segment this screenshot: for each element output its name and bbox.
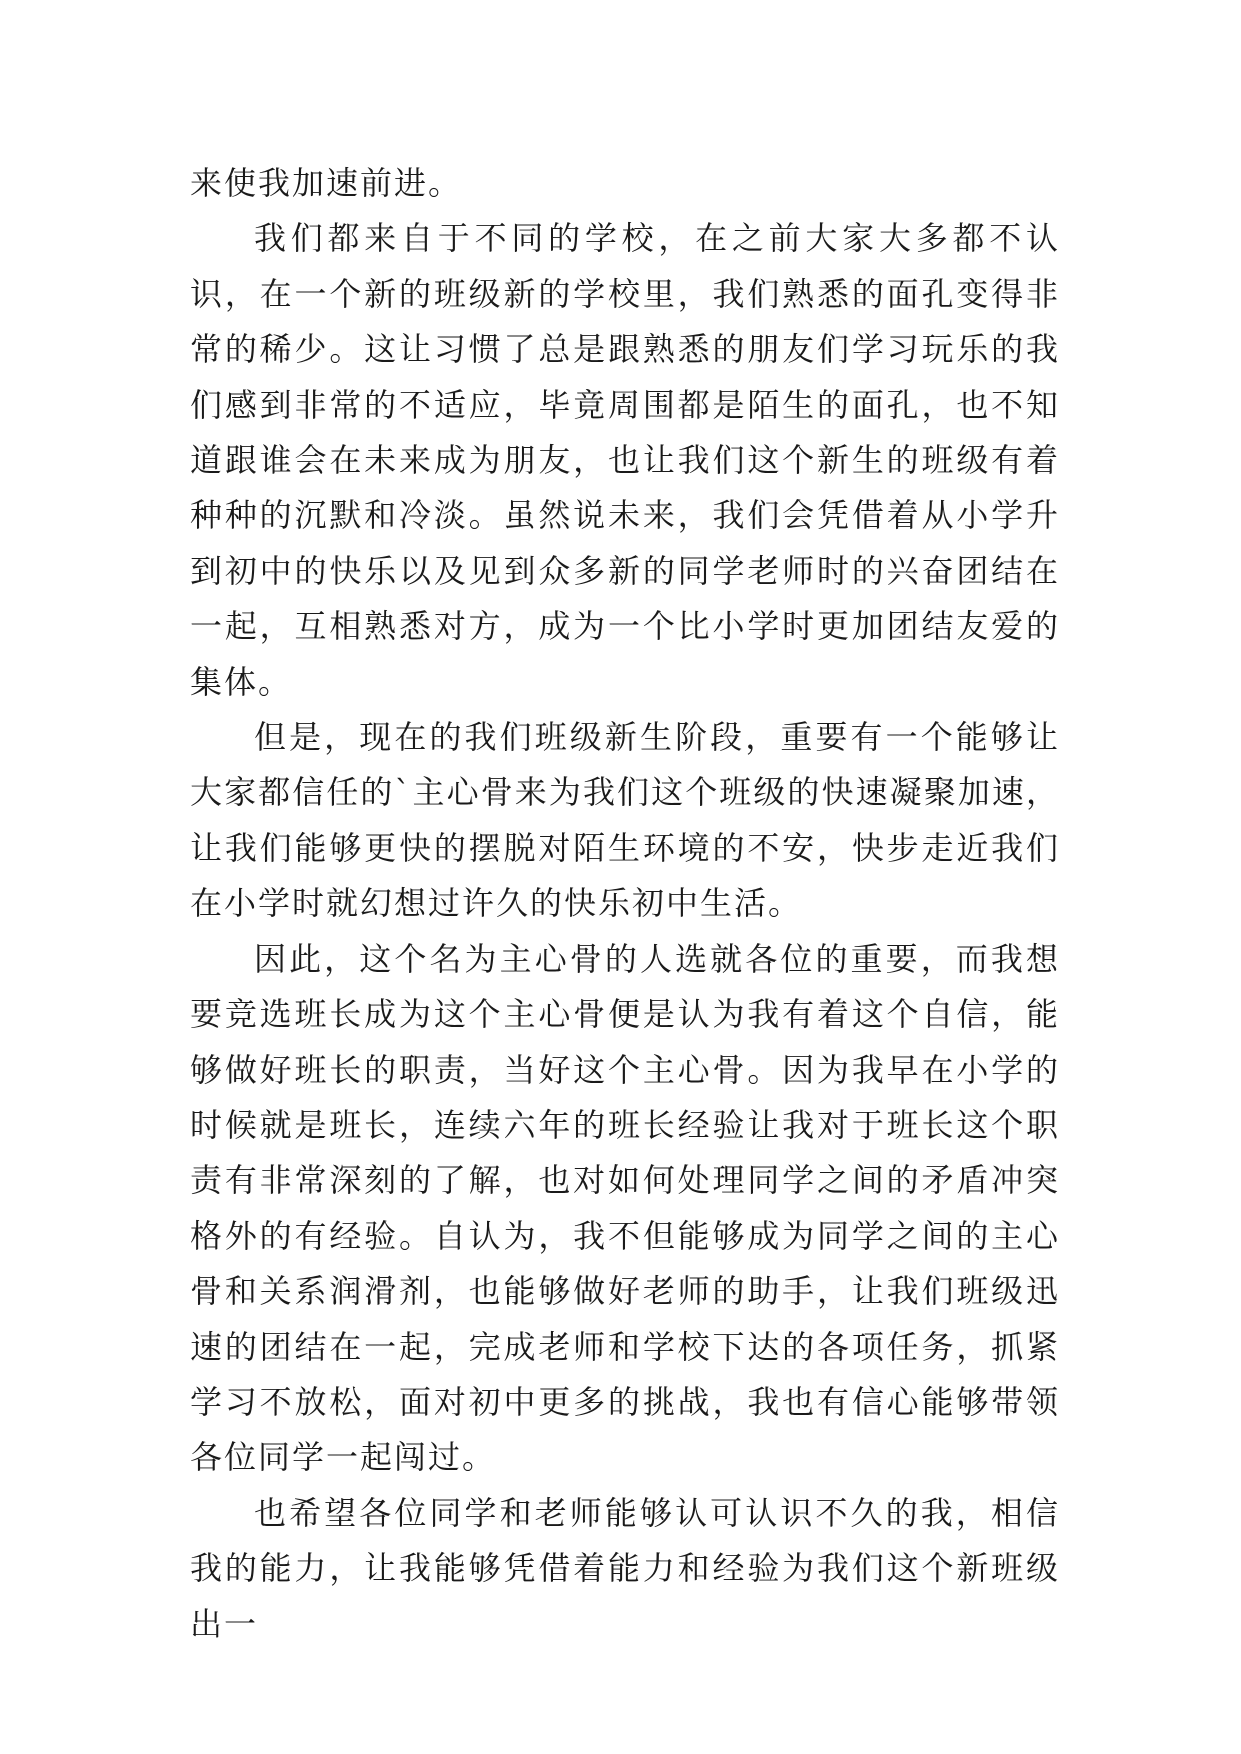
paragraph-2: 我们都来自于不同的学校，在之前大家大多都不认识，在一个新的班级新的学校里，我们熟悉的面孔变得非常的稀少。这让习惯了总是跟熟悉的朋友们学习玩乐的我们感到非常的不适应，毕竟周围都是陌生的面孔，也不知道跟谁会在未来成为朋友，也让我们这个新生的班级有着种种的沉默和冷淡。虽然说未来，我们会凭借着从小学升到初中的快乐以及见到众多新的同学老师时的兴奋团结在一起，互相熟悉对方，成为一个比小学时更加团结友爱的集体。 xyxy=(190,219,1060,701)
paragraph-3: 但是，现在的我们班级新生阶段，重要有一个能够让大家都信任的`主心骨来为我们这个班级的快速凝聚加速，让我们能够更快的摆脱对陌生环境的不安，快步走近我们在小学时就幻想过许久的快乐初中生活。 xyxy=(190,718,1060,923)
paragraph-5: 也希望各位同学和老师能够认可认识不久的我，相信我的能力，让我能够凭借着能力和经验为我们这个新班级出一 xyxy=(190,1493,1060,1643)
paragraph-4: 因此，这个名为主心骨的人选就各位的重要，而我想要竞选班长成为这个主心骨便是认为我有着这个自信，能够做好班长的职责，当好这个主心骨。因为我早在小学的时候就是班长，连续六年的班长经验让我对于班长这个职责有非常深刻的了解，也对如何处理同学之间的矛盾冲突格外的有经验。自认为，我不但能够成为同学之间的主心骨和关系润滑剂，也能够做好老师的助手，让我们班级迅速的团结在一起，完成老师和学校下达的各项任务，抓紧学习不放松，面对初中更多的挑战，我也有信心能够带领各位同学一起闯过。 xyxy=(190,939,1060,1477)
paragraph-1: 来使我加速前进。 xyxy=(190,164,463,202)
document-body xyxy=(190,156,1060,1652)
